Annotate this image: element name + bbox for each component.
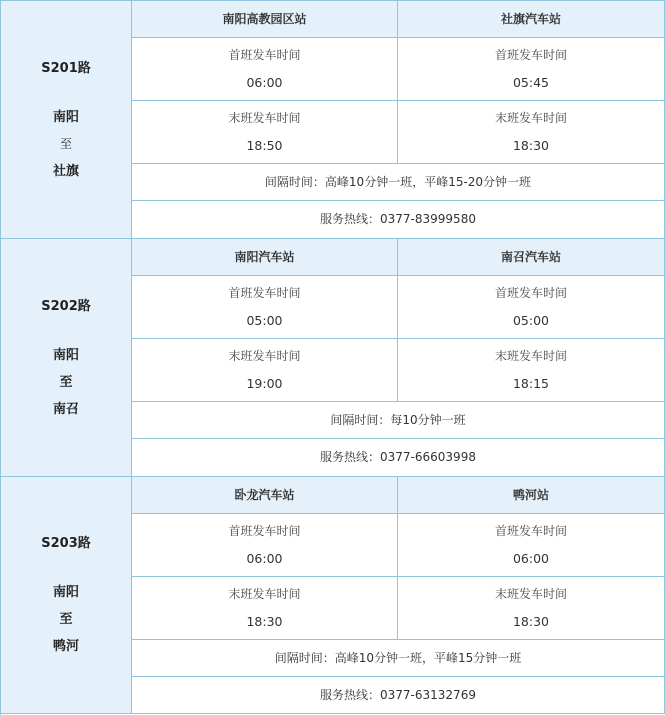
first-bus-b [398,276,665,339]
station-b: 南召汽车站 [398,239,665,276]
route-destination: 南召 [52,401,79,417]
route-origin: 南阳 [52,585,79,600]
route-to-word: 至 [59,612,73,627]
last-bus-time: 18:30 [512,614,550,629]
first-bus-label: 首班发车时间 [228,48,301,62]
last-bus-time: 18:30 [246,614,283,629]
station-a: 南阳汽车站 [132,239,398,276]
route-destination: 社旗 [52,163,79,179]
first-bus-time: 05:00 [246,313,283,328]
last-bus-b [398,577,665,640]
first-bus-label: 首班发车时间 [228,524,301,538]
first-bus-time: 06:00 [246,551,283,566]
last-bus-label: 末班发车时间 [494,349,567,363]
last-bus-a [132,339,398,402]
first-bus-a [132,38,398,101]
last-bus-label: 末班发车时间 [494,111,567,125]
last-bus-b [398,339,665,402]
route-number: S202路 [41,298,91,314]
last-bus-b [398,101,665,164]
last-bus-label: 末班发车时间 [228,111,301,125]
first-bus-b [398,38,665,101]
route-to-word: 至 [59,374,73,390]
route-s201-info [1,1,132,239]
first-bus-time: 05:00 [512,313,550,328]
last-bus-time: 18:15 [512,376,550,391]
route-s202-station-row [1,239,665,276]
route-s202-info [1,239,132,477]
first-bus-a [132,514,398,577]
interval-text: 间隔时间：高峰10分钟一班，平峰15分钟一班 [132,640,665,677]
route-s201-station-row [1,1,665,38]
route-number: S203路 [41,536,91,551]
first-bus-label: 首班发车时间 [494,286,567,300]
first-bus-label: 首班发车时间 [228,286,301,300]
last-bus-time: 18:50 [246,138,283,153]
last-bus-label: 末班发车时间 [228,349,301,363]
station-b: 社旗汽车站 [398,1,665,38]
station-b: 鸭河站 [398,477,665,514]
first-bus-label: 首班发车时间 [494,48,567,62]
route-origin: 南阳 [52,109,79,125]
last-bus-label: 末班发车时间 [228,587,301,601]
route-origin: 南阳 [52,347,79,363]
first-bus-a [132,276,398,339]
last-bus-a [132,101,398,164]
last-bus-time: 18:30 [512,138,550,153]
interval-text: 间隔时间：高峰10分钟一班，平峰15-20分钟一班 [132,164,665,201]
first-bus-label: 首班发车时间 [494,524,567,538]
last-bus-time: 19:00 [246,376,283,391]
first-bus-time: 06:00 [246,75,283,90]
route-destination: 鸭河 [52,639,79,654]
first-bus-b [398,514,665,577]
last-bus-label: 末班发车时间 [494,587,567,601]
route-s203-station-row [1,477,665,514]
first-bus-time: 05:45 [512,75,550,90]
interval-text: 间隔时间：每10分钟一班 [132,402,665,439]
first-bus-time: 06:00 [512,551,550,566]
route-to-word: 至 [59,136,72,151]
hotline-text: 服务热线：0377-66603998 [132,439,665,477]
hotline-text: 服务热线：0377-83999580 [132,201,665,239]
station-a: 卧龙汽车站 [132,477,398,514]
station-a: 南阳高教园区站 [132,1,398,38]
last-bus-a [132,577,398,640]
hotline-text: 服务热线：0377-63132769 [132,677,665,714]
route-s203-info [1,477,132,714]
route-number: S201路 [41,60,91,76]
